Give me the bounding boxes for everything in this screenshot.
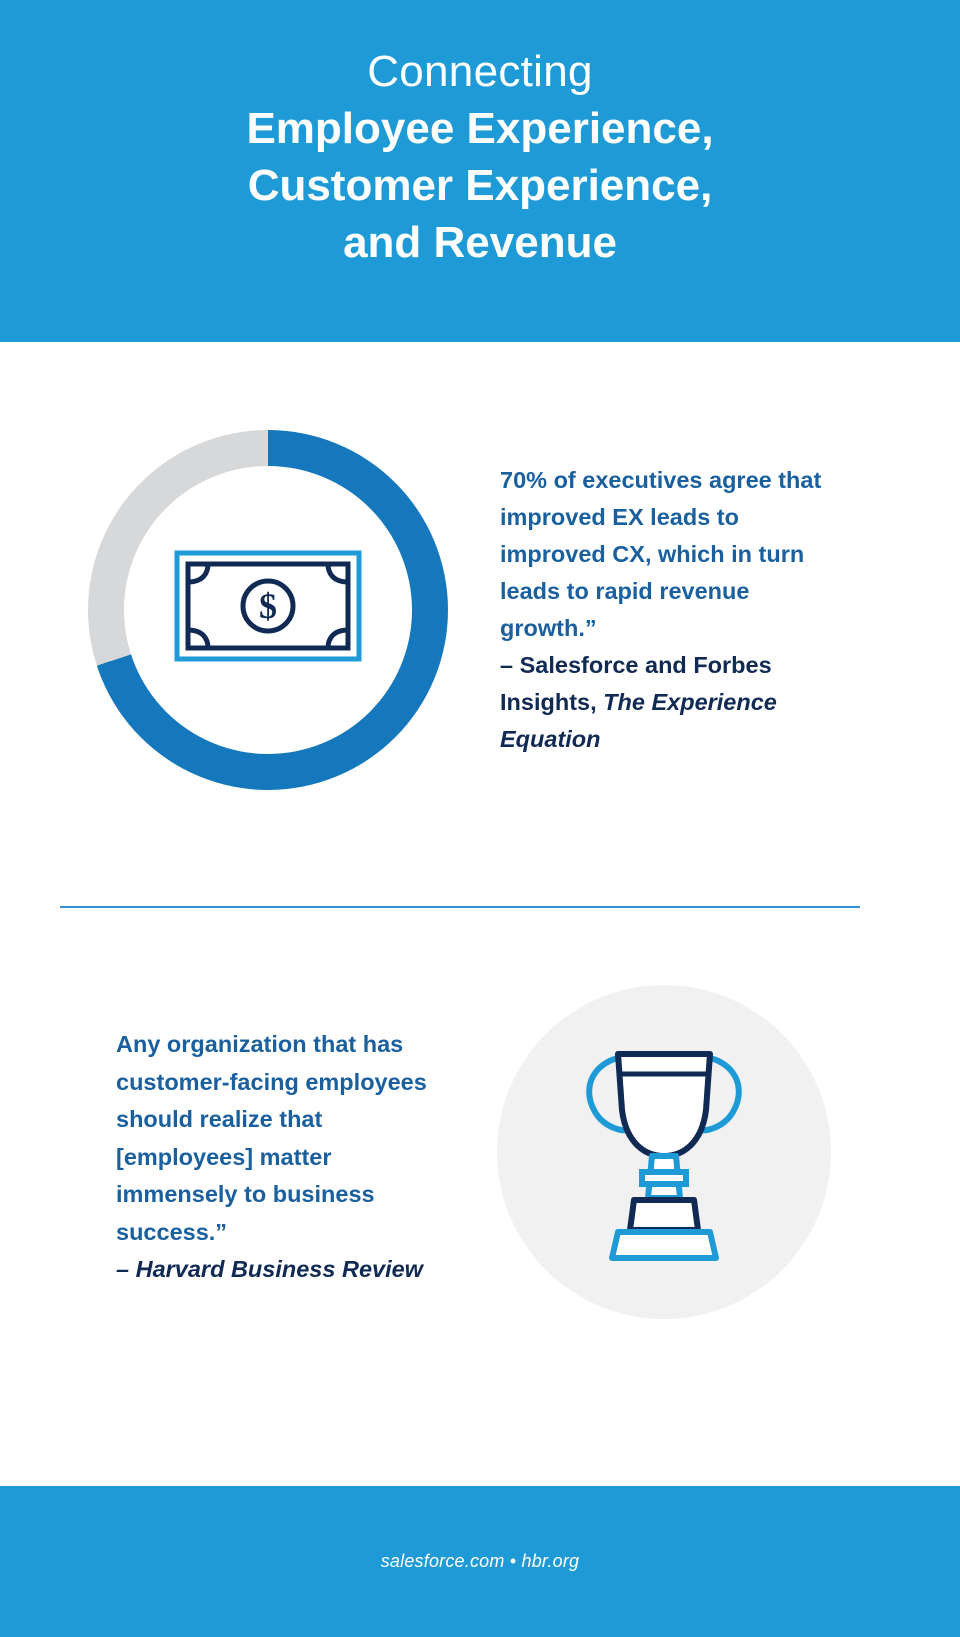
- section-hbr: [0, 930, 960, 1470]
- trophy-icon: [568, 1030, 760, 1270]
- header-title-line-3: Customer Experience,: [247, 160, 713, 210]
- dollar-bill-icon: [174, 550, 362, 662]
- footer-sources: salesforce.com • hbr.org: [380, 1551, 580, 1571]
- footer-bar: [0, 1486, 960, 1637]
- quote-block-one: [500, 462, 840, 758]
- quote-one-attribution-title: The Experience Equation: [500, 689, 777, 752]
- header-banner: [0, 0, 960, 342]
- svg-text:$: $: [259, 586, 277, 626]
- header-title-line-1: Connecting: [367, 46, 593, 96]
- quote-one-text: 70% of executives agree that improved EX leads to improved CX, which in turn leads to rapid revenue growth.”: [500, 467, 822, 641]
- section-revenue: [0, 342, 960, 902]
- quote-two-attribution: – Harvard Business Review: [116, 1256, 423, 1282]
- header-title-line-2: Employee Experience,: [246, 103, 714, 153]
- donut-chart: [88, 430, 448, 790]
- header-title-line-4: and Revenue: [343, 217, 617, 267]
- section-divider: [60, 906, 860, 908]
- quote-two-text: Any organization that has customer-facing employees should realize that [employees] matter immensely to business success.”: [116, 1031, 427, 1245]
- quote-block-two: [116, 1026, 456, 1289]
- quote-one-attribution-prefix: – Salesforce and Forbes Insights,: [500, 652, 772, 715]
- quote-one-attribution: [500, 647, 840, 758]
